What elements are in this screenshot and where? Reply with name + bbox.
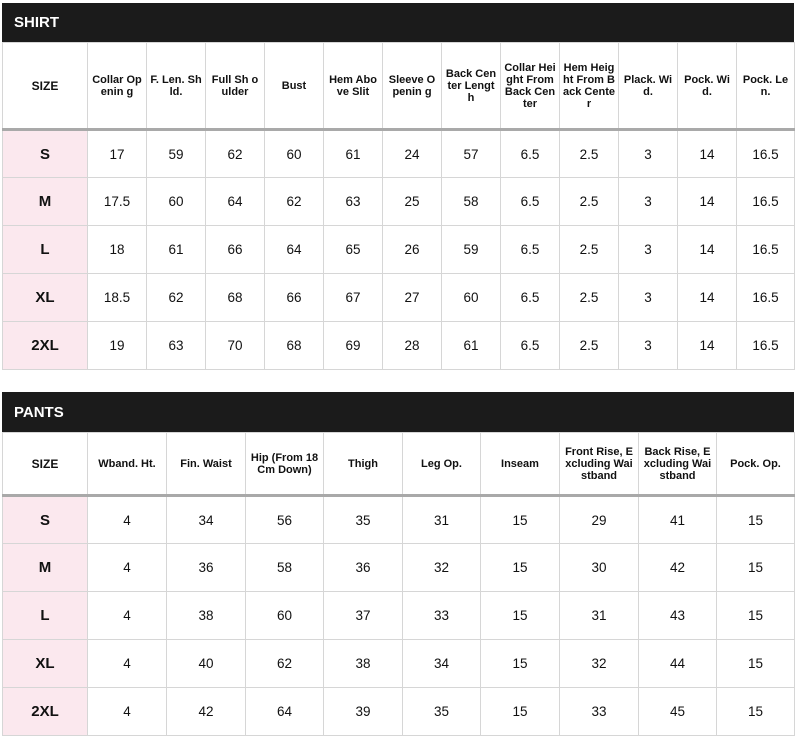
pants-title: PANTS — [2, 392, 794, 432]
measurement-cell: 14 — [678, 178, 737, 226]
measurement-cell: 3 — [619, 130, 678, 178]
measurement-cell: 2.5 — [560, 130, 619, 178]
measurement-cell: 14 — [678, 226, 737, 274]
measurement-cell: 3 — [619, 274, 678, 322]
shirt-column-header: Pock. Len. — [737, 43, 795, 130]
measurement-cell: 15 — [481, 688, 560, 736]
measurement-cell: 35 — [324, 496, 403, 544]
size-label: XL — [3, 274, 88, 322]
table-row — [3, 640, 795, 688]
pants-column-header: Front Rise, Excluding Waistband — [560, 433, 639, 496]
pants-column-header: Fin. Waist — [167, 433, 246, 496]
measurement-cell: 4 — [88, 640, 167, 688]
measurement-cell: 62 — [265, 178, 324, 226]
measurement-cell: 56 — [246, 496, 324, 544]
measurement-cell: 64 — [246, 688, 324, 736]
measurement-cell: 41 — [639, 496, 717, 544]
shirt-column-header: Collar Height From Back Center — [501, 43, 560, 130]
measurement-cell: 59 — [442, 226, 501, 274]
shirt-title: SHIRT — [2, 3, 794, 42]
measurement-cell: 15 — [717, 496, 795, 544]
size-label: L — [3, 592, 88, 640]
measurement-cell: 61 — [442, 322, 501, 370]
measurement-cell: 63 — [324, 178, 383, 226]
measurement-cell: 60 — [246, 592, 324, 640]
measurement-cell: 2.5 — [560, 322, 619, 370]
measurement-cell: 4 — [88, 496, 167, 544]
measurement-cell: 33 — [560, 688, 639, 736]
shirt-header-row — [3, 43, 795, 130]
measurement-cell: 15 — [717, 544, 795, 592]
measurement-cell: 6.5 — [501, 130, 560, 178]
measurement-cell: 4 — [88, 688, 167, 736]
pants-column-header: SIZE — [3, 433, 88, 496]
measurement-cell: 60 — [147, 178, 206, 226]
measurement-cell: 26 — [383, 226, 442, 274]
measurement-cell: 32 — [560, 640, 639, 688]
measurement-cell: 66 — [265, 274, 324, 322]
measurement-cell: 2.5 — [560, 226, 619, 274]
measurement-cell: 3 — [619, 226, 678, 274]
measurement-cell: 17.5 — [88, 178, 147, 226]
measurement-cell: 66 — [206, 226, 265, 274]
measurement-cell: 15 — [717, 688, 795, 736]
shirt-column-header: SIZE — [3, 43, 88, 130]
shirt-size-table — [2, 42, 795, 370]
size-label: S — [3, 496, 88, 544]
table-row — [3, 226, 795, 274]
shirt-column-header: Hem Height From Back Center — [560, 43, 619, 130]
measurement-cell: 43 — [639, 592, 717, 640]
table-row — [3, 130, 795, 178]
pants-column-header: Thigh — [324, 433, 403, 496]
measurement-cell: 45 — [639, 688, 717, 736]
measurement-cell: 62 — [206, 130, 265, 178]
size-label: 2XL — [3, 688, 88, 736]
measurement-cell: 4 — [88, 544, 167, 592]
measurement-cell: 39 — [324, 688, 403, 736]
shirt-column-header: Back Center Length — [442, 43, 501, 130]
measurement-cell: 16.5 — [737, 274, 795, 322]
measurement-cell: 25 — [383, 178, 442, 226]
measurement-cell: 38 — [167, 592, 246, 640]
measurement-cell: 60 — [442, 274, 501, 322]
shirt-column-header: Pock. Wid. — [678, 43, 737, 130]
table-row — [3, 178, 795, 226]
measurement-cell: 61 — [147, 226, 206, 274]
measurement-cell: 16.5 — [737, 226, 795, 274]
size-label: 2XL — [3, 322, 88, 370]
measurement-cell: 16.5 — [737, 178, 795, 226]
measurement-cell: 16.5 — [737, 322, 795, 370]
measurement-cell: 4 — [88, 592, 167, 640]
measurement-cell: 36 — [167, 544, 246, 592]
pants-column-header: Back Rise, Excluding Waistband — [639, 433, 717, 496]
measurement-cell: 30 — [560, 544, 639, 592]
measurement-cell: 14 — [678, 274, 737, 322]
shirt-column-header: F. Len. Shld. — [147, 43, 206, 130]
measurement-cell: 69 — [324, 322, 383, 370]
table-row — [3, 592, 795, 640]
shirt-column-header: Bust — [265, 43, 324, 130]
measurement-cell: 18 — [88, 226, 147, 274]
measurement-cell: 59 — [147, 130, 206, 178]
measurement-cell: 64 — [206, 178, 265, 226]
measurement-cell: 38 — [324, 640, 403, 688]
measurement-cell: 15 — [481, 544, 560, 592]
measurement-cell: 58 — [246, 544, 324, 592]
pants-column-header: Hip (From 18 Cm Down) — [246, 433, 324, 496]
measurement-cell: 60 — [265, 130, 324, 178]
pants-size-table — [2, 432, 795, 736]
measurement-cell: 15 — [717, 640, 795, 688]
measurement-cell: 3 — [619, 178, 678, 226]
measurement-cell: 17 — [88, 130, 147, 178]
table-row — [3, 496, 795, 544]
measurement-cell: 34 — [167, 496, 246, 544]
measurement-cell: 62 — [246, 640, 324, 688]
size-label: M — [3, 178, 88, 226]
measurement-cell: 6.5 — [501, 178, 560, 226]
measurement-cell: 63 — [147, 322, 206, 370]
shirt-column-header: Full Sh oulder — [206, 43, 265, 130]
measurement-cell: 67 — [324, 274, 383, 322]
measurement-cell: 15 — [481, 640, 560, 688]
size-label: S — [3, 130, 88, 178]
measurement-cell: 44 — [639, 640, 717, 688]
measurement-cell: 19 — [88, 322, 147, 370]
table-row — [3, 322, 795, 370]
measurement-cell: 70 — [206, 322, 265, 370]
measurement-cell: 29 — [560, 496, 639, 544]
measurement-cell: 57 — [442, 130, 501, 178]
measurement-cell: 28 — [383, 322, 442, 370]
table-row — [3, 544, 795, 592]
measurement-cell: 2.5 — [560, 274, 619, 322]
measurement-cell: 31 — [403, 496, 481, 544]
shirt-column-header: Collar Openin g — [88, 43, 147, 130]
measurement-cell: 68 — [265, 322, 324, 370]
size-label: M — [3, 544, 88, 592]
measurement-cell: 32 — [403, 544, 481, 592]
pants-column-header: Wband. Ht. — [88, 433, 167, 496]
measurement-cell: 6.5 — [501, 274, 560, 322]
measurement-cell: 37 — [324, 592, 403, 640]
shirt-section — [2, 3, 794, 370]
measurement-cell: 15 — [717, 592, 795, 640]
measurement-cell: 62 — [147, 274, 206, 322]
measurement-cell: 31 — [560, 592, 639, 640]
size-label: L — [3, 226, 88, 274]
measurement-cell: 61 — [324, 130, 383, 178]
measurement-cell: 33 — [403, 592, 481, 640]
measurement-cell: 35 — [403, 688, 481, 736]
table-row — [3, 274, 795, 322]
measurement-cell: 24 — [383, 130, 442, 178]
shirt-column-header: Sleeve Openin g — [383, 43, 442, 130]
measurement-cell: 34 — [403, 640, 481, 688]
measurement-cell: 2.5 — [560, 178, 619, 226]
measurement-cell: 42 — [639, 544, 717, 592]
shirt-column-header: Hem Above Slit — [324, 43, 383, 130]
pants-section — [2, 392, 794, 736]
measurement-cell: 58 — [442, 178, 501, 226]
measurement-cell: 42 — [167, 688, 246, 736]
measurement-cell: 16.5 — [737, 130, 795, 178]
measurement-cell: 6.5 — [501, 322, 560, 370]
measurement-cell: 18.5 — [88, 274, 147, 322]
pants-column-header: Leg Op. — [403, 433, 481, 496]
pants-column-header: Inseam — [481, 433, 560, 496]
table-row — [3, 688, 795, 736]
measurement-cell: 40 — [167, 640, 246, 688]
measurement-cell: 36 — [324, 544, 403, 592]
measurement-cell: 65 — [324, 226, 383, 274]
measurement-cell: 27 — [383, 274, 442, 322]
measurement-cell: 68 — [206, 274, 265, 322]
pants-header-row — [3, 433, 795, 496]
measurement-cell: 3 — [619, 322, 678, 370]
measurement-cell: 6.5 — [501, 226, 560, 274]
measurement-cell: 14 — [678, 322, 737, 370]
measurement-cell: 15 — [481, 592, 560, 640]
size-label: XL — [3, 640, 88, 688]
measurement-cell: 14 — [678, 130, 737, 178]
measurement-cell: 15 — [481, 496, 560, 544]
pants-column-header: Pock. Op. — [717, 433, 795, 496]
shirt-column-header: Plack. Wid. — [619, 43, 678, 130]
measurement-cell: 64 — [265, 226, 324, 274]
